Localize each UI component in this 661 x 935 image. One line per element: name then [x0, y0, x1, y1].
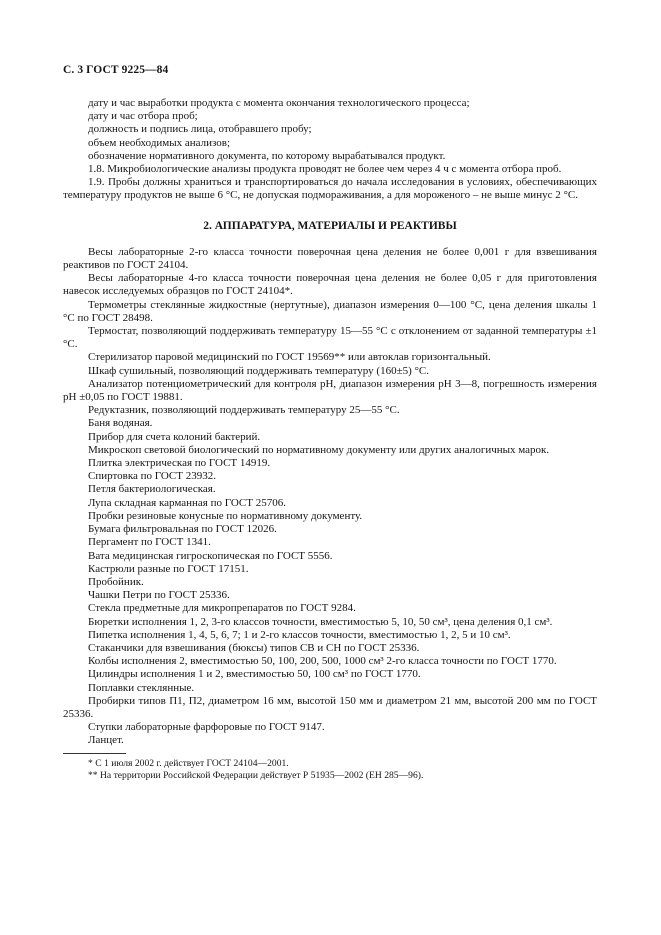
section-title: 2. АППАРАТУРА, МАТЕРИАЛЫ И РЕАКТИВЫ [203, 219, 457, 232]
equipment-item: Пробирки типов П1, П2, диаметром 16 мм, высотой 150 мм и диаметром 21 мм, высотой 200 мм по ГОСТ 25336. [63, 694, 597, 720]
equipment-item: Поплавки стеклянные. [88, 681, 195, 694]
equipment-item: Плитка электрическая по ГОСТ 14919. [88, 457, 271, 470]
equipment-item: Петля бактериологическая. [88, 483, 216, 496]
intro-line: дату и час выработки продукта с момента окончания технологического процесса; [88, 97, 470, 109]
intro-line: обозначение нормативного документа, по которому вырабатывался продукт. [88, 149, 446, 162]
paragraph-1-8: 1.8. Микробиологические анализы продукта проводят не более чем через 4 ч с момента отбора проб. [88, 163, 562, 176]
equipment-item: Стекла предметные для микропрепаратов по ГОСТ 9284. [88, 602, 356, 615]
equipment-item: Микроскоп световой биологический по нормативному документу или других аналогичных марок. [88, 443, 550, 456]
equipment-item: Баня водяная. [88, 417, 153, 430]
equipment-item: Пробки резиновые конусные по нормативному документу. [88, 509, 363, 522]
equipment-item: Анализатор потенциометрический для контроля pH, диапазон измерения pH 3—8, погрешность измерения pH ±0,05 по ГОСТ 19881. [63, 377, 597, 404]
footnote: * С 1 июля 2002 г. действует ГОСТ 24104—2001. [88, 757, 289, 769]
equipment-item: Колбы исполнения 2, вместимостью 50, 100, 200, 500, 1000 см³ 2-го класса точности по ГОСТ 1770. [88, 655, 557, 668]
intro-line: объем необходимых анализов; [88, 136, 231, 149]
equipment-item: Цилиндры исполнения 1 и 2, вместимостью 50, 100 см³ по ГОСТ 1770. [88, 668, 421, 681]
intro-line: должность и подпись лица, отобравшего пробу; [88, 123, 312, 136]
equipment-item: Ступки лабораторные фарфоровые по ГОСТ 9147. [88, 721, 325, 734]
equipment-item: Бюретки исполнения 1, 2, 3-го классов точности, вместимостью 5, 10, 50 см³, цена деления 0,1 см³. [88, 615, 553, 628]
equipment-item: Весы лабораторные 4-го класса точности поверочная цена деления не более 0,05 г для приготовления навесок исследуемых образцов по ГОСТ 24104*. [63, 272, 597, 298]
equipment-item: Чашки Петри по ГОСТ 25336. [88, 589, 230, 602]
equipment-item: Бумага фильтровальная по ГОСТ 12026. [88, 523, 277, 536]
equipment-item: Пробойник. [88, 575, 144, 588]
page-content [63, 97, 597, 782]
equipment-item: Термометры стеклянные жидкостные (нертутные), диапазон измерения 0—100 °C, цена деления шкалы 1 °C по ГОСТ 28498. [63, 298, 597, 324]
equipment-item: Редуктазник, позволяющий поддерживать температуру 25—55 °C. [88, 404, 400, 417]
footnote: ** На территории Российской Федерации действует Р 51935—2002 (ЕН 285—96). [88, 769, 424, 781]
equipment-item: Термостат, позволяющий поддерживать температуру 15—55 °C с отклонением от заданной температуры ±1 °C. [63, 325, 597, 351]
equipment-item: Лупа складная карманная по ГОСТ 25706. [88, 496, 286, 509]
equipment-item: Пипетка исполнения 1, 4, 5, 6, 7; 1 и 2-го классов точности, вместимостью 1, 2, 5 и 10 см³. [88, 628, 511, 641]
intro-line: дату и час отбора проб; [88, 110, 198, 123]
page-header: С. 3 ГОСТ 9225—84 [63, 64, 169, 76]
equipment-item: Ланцет. [88, 734, 124, 747]
equipment-item: Пергамент по ГОСТ 1341. [88, 536, 211, 549]
equipment-item: Кастрюли разные по ГОСТ 17151. [88, 562, 249, 575]
paragraph-1-9: 1.9. Пробы должны храниться и транспортироваться до начала исследования в условиях, обеспечивающих температуру продуктов не выше 6 °C, не допуская подмораживания, а для мороженого – не выше минус 2 °C. [63, 176, 597, 202]
equipment-item: Стерилизатор паровой медицинский по ГОСТ 19569** или автоклав горизонтальный. [88, 351, 491, 364]
footnote-divider [63, 753, 126, 754]
equipment-item: Вата медицинская гигроскопическая по ГОСТ 5556. [88, 549, 333, 562]
equipment-item: Стаканчики для взвешивания (бюксы) типов СВ и СН по ГОСТ 25336. [88, 641, 420, 654]
equipment-item: Шкаф сушильный, позволяющий поддерживать температуру (160±5) °C. [88, 364, 429, 377]
equipment-item: Весы лабораторные 2-го класса точности поверочная цена деления не более 0,001 г для взвешивания реактивов по ГОСТ 24104. [63, 245, 597, 272]
equipment-item: Прибор для счета колоний бактерий. [88, 430, 261, 443]
equipment-item: Спиртовка по ГОСТ 23932. [88, 470, 216, 483]
